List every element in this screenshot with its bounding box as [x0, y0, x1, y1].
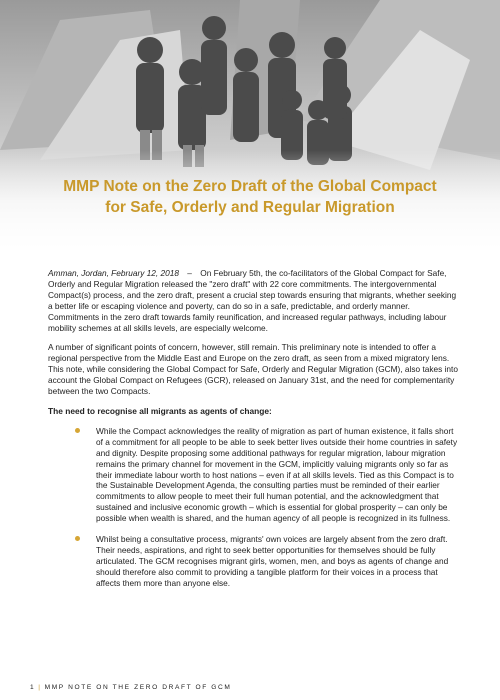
intro-text: On February 5th, the co-facilitators of the Global Compact for Safe, Orderly and Regular Migration released the "zero draft" with 22 core commitments. The intergovernmental Compact(s) process, and the zero draft, present a crucial step towards ensuring that migrants, whether seeking a better life or escaping violence and poverty, can do so in a safe, predictable, and orderly manner. Commitments in the zero draft towards family reunification, and increased regular pathways, including labour mobility schemes at all skills levels, are especially welcome.: [48, 268, 457, 333]
page-number: 1: [30, 684, 36, 691]
body-content: [48, 268, 460, 599]
title-line-2: for Safe, Orderly and Regular Migration: [105, 199, 395, 216]
footer-separator: |: [38, 684, 42, 691]
bullet-text: Whilst being a consultative process, migrants' own voices are largely absent from the zero draft. Their needs, aspirations, and right to seek better opportunities for themselves should be fully articulated. The GCM recognises migrant girls, women, men, and boys as agents of change and should therefore also commit to providing a tangible platform for their voices in a process that affects them more than anyone else.: [96, 534, 449, 588]
intro-paragraph: [48, 268, 460, 333]
page-footer: [30, 684, 232, 691]
list-item: [48, 534, 460, 589]
bullet-icon: [75, 536, 80, 541]
concern-paragraph: A number of significant points of concern, however, still remain. This preliminary note is intended to offer a regional perspective from the Middle East and Europe on the zero draft, as seen from a mixed migratory lens. This note, while considering the Global Compact for Safe, Orderly and Regular Migration (GCM), also takes into account the Global Compact on Refugees (GCR), released on January 31st, and the need for complementarity between the two Compacts.: [48, 342, 458, 397]
list-item: [48, 426, 460, 524]
running-title: MMP NOTE ON THE ZERO DRAFT OF GCM: [44, 684, 232, 691]
dateline-dash: –: [187, 268, 192, 278]
dateline: Amman, Jordan, February 12, 2018: [48, 268, 179, 278]
bullet-icon: [75, 428, 80, 433]
title-line-1: MMP Note on the Zero Draft of the Global Compact: [63, 178, 437, 195]
section-heading: The need to recognise all migrants as agents of change:: [48, 405, 272, 416]
bullet-list: [48, 426, 460, 589]
bullet-text: While the Compact acknowledges the reality of migration as part of human existence, it falls short of a commitment for all people to be able to seek better lives outside their home countries in safety and dignity. Despite proposing some additional pathways for regular migration, labour migration remains the primary channel for movement in the GCM, implicitly valuing migrants only so far as their immediate labour worth to host nations – even if at all skills levels. Tied as this Compact is to the Sustainable Development Agenda, the consulting parties must be reminded of their earlier commitments to allow people to meet their full human potential, and the acknowledgment that sustained and inclusive economic growth – which is essential for global prosperity – can only be possible when wealth is shared, and the human agency of all people is recognized in its fullness.: [96, 425, 458, 524]
page-title: [0, 176, 500, 218]
